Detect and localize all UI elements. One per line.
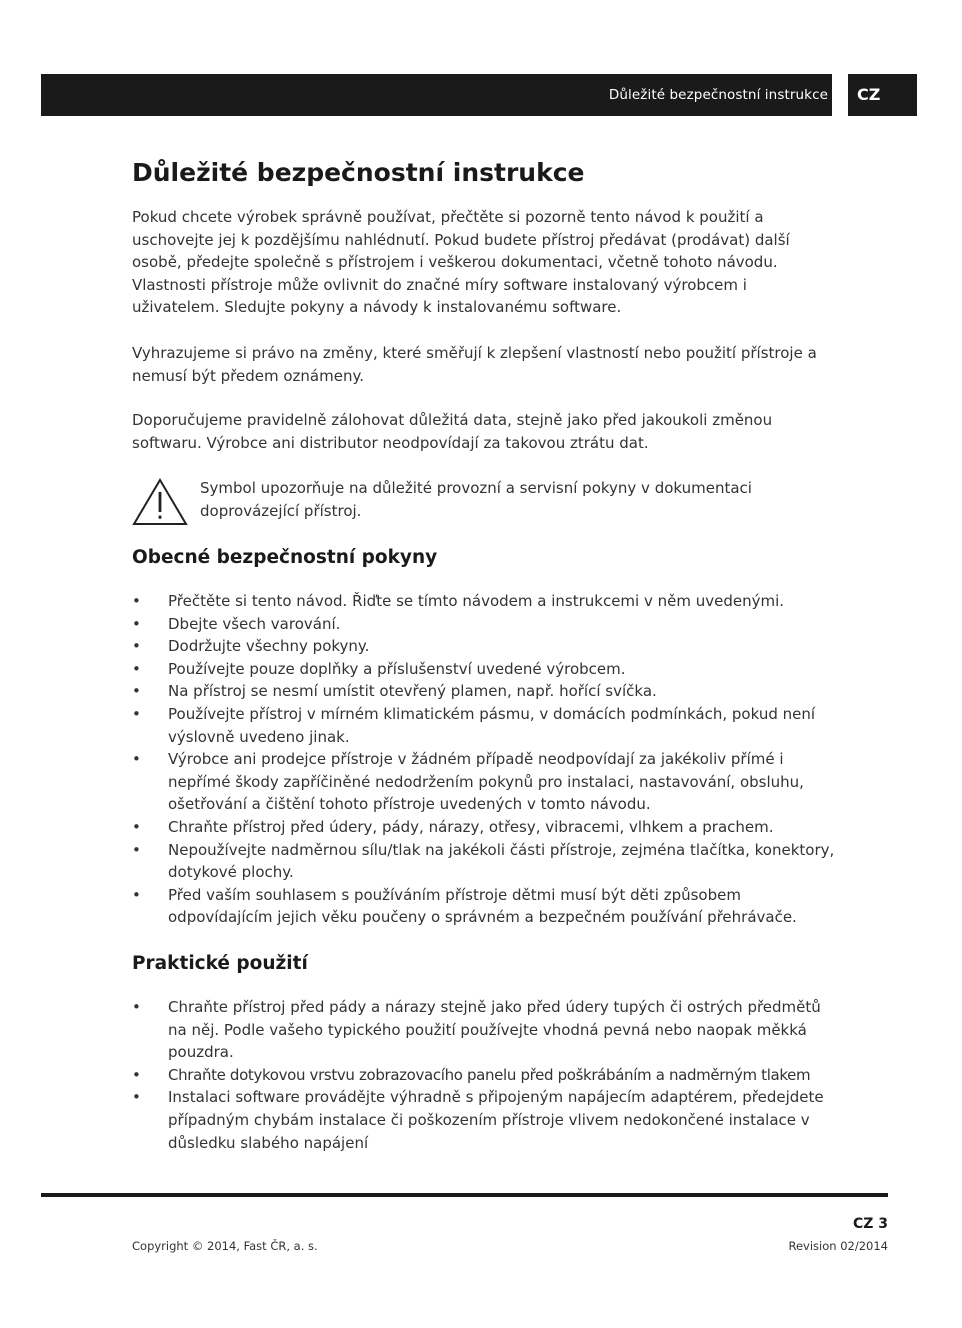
list-item <box>132 613 842 636</box>
list-item <box>132 703 842 748</box>
warning-triangle-icon <box>132 478 188 526</box>
list-item <box>132 590 842 613</box>
header-bar <box>41 74 832 116</box>
bullet-marker: • <box>132 682 141 701</box>
bullet-marker: • <box>132 592 141 610</box>
list-item <box>132 1064 842 1087</box>
bullet-marker: • <box>132 1065 141 1084</box>
list-item-text: Chraňte přístroj před pády a nárazy stejně jako před údery tupých či ostrých předmětů na něj. Podle vašeho typického použití používejte vhodná pevná nebo naopak měkká pouzdra. <box>168 998 821 1062</box>
section-title-practical-use: Praktické použití <box>132 953 308 974</box>
list-item <box>132 816 842 839</box>
revision-text: Revision 02/2014 <box>788 1239 888 1253</box>
list-item <box>132 748 842 816</box>
list-item-text: Instalaci software provádějte výhradně s připojeným napájecím adaptérem, předejdete případným chybám instalace či poškozením přístroje vlivem nedokončené instalace v důsledku slabého napájení <box>168 1088 824 1152</box>
copyright-text: Copyright © 2014, Fast ČR, a. s. <box>132 1239 318 1253</box>
list-item-text: Nepoužívejte nadměrnou sílu/tlak na jakékoli části přístroje, zejména tlačítka, konektory, dotykové plochy. <box>168 840 835 882</box>
header-title: Důležité bezpečnostní instrukce <box>608 87 828 103</box>
list-item-text: Na přístroj se nesmí umístit otevřený plamen, např. hořící svíčka. <box>168 682 657 701</box>
intro-paragraph-1: Pokud chcete výrobek správně používat, přečtěte si pozorně tento návod k použití a uschovejte jej k pozdějšímu nahlédnutí. Pokud budete přístroj předávat (prodávat) další osobě, předejte společně s přístrojem i veškerou dokumentaci, včetně tohoto návodu. Vlastnosti přístroje může ovlivnit do značné míry software instalovaný výrobcem i uživatelem. Sledujte pokyny a návody k instalovanému software. <box>132 208 790 316</box>
practical-use-list <box>132 996 842 1154</box>
page-number: CZ 3 <box>852 1216 888 1232</box>
bullet-marker: • <box>132 885 141 904</box>
bullet-marker: • <box>132 614 141 633</box>
intro-paragraph-2: Vyhrazujeme si právo na změny, které směřují k zlepšení vlastností nebo použití přístroje a nemusí být předem oznámeny. <box>132 344 817 385</box>
language-label: CZ <box>857 85 881 104</box>
list-item <box>132 839 842 884</box>
list-item <box>132 635 842 658</box>
bullet-marker: • <box>132 817 141 836</box>
footer-divider <box>41 1193 888 1197</box>
list-item <box>132 996 842 1064</box>
language-badge <box>848 74 917 116</box>
list-item-text: Chraňte dotykovou vrstvu zobrazovacího panelu před poškrábáním a nadměrným tlakem <box>168 1065 811 1084</box>
list-item-text: Chraňte přístroj před údery, pády, nárazy, otřesy, vibracemi, vlhkem a prachem. <box>168 817 774 836</box>
list-item <box>132 884 842 929</box>
bullet-marker: • <box>132 1088 141 1107</box>
bullet-marker: • <box>132 998 141 1016</box>
list-item-text: Přečtěte si tento návod. Řiďte se tímto návodem a instrukcemi v něm uvedenými. <box>168 592 785 610</box>
list-item <box>132 680 842 703</box>
bullet-marker: • <box>132 750 141 769</box>
general-safety-list <box>132 590 842 929</box>
page-title: Důležité bezpečnostní instrukce <box>132 158 585 187</box>
section-title-general-safety: Obecné bezpečnostní pokyny <box>132 547 438 568</box>
bullet-marker: • <box>132 704 141 723</box>
list-item <box>132 1086 842 1154</box>
list-item-text: Používejte pouze doplňky a příslušenství uvedené výrobcem. <box>168 659 626 678</box>
list-item-text: Před vaším souhlasem s používáním přístroje dětmi musí být děti způsobem odpovídajícím jejich věku poučeny o správném a bezpečném používání přehrávače. <box>168 885 797 927</box>
warning-text: Symbol upozorňuje na důležité provozní a servisní pokyny v dokumentaci doprovázející přístroj. <box>200 479 752 520</box>
list-item-text: Dodržujte všechny pokyny. <box>168 637 370 656</box>
list-item-text: Dbejte všech varování. <box>168 614 341 633</box>
list-item <box>132 658 842 681</box>
intro-paragraph-3: Doporučujeme pravidelně zálohovat důležitá data, stejně jako před jakoukoli změnou softwaru. Výrobce ani distributor neodpovídají za takovou ztrátu dat. <box>132 411 773 452</box>
list-item-text: Používejte přístroj v mírném klimatickém pásmu, v domácích podmínkách, pokud není výslovně uvedeno jinak. <box>168 704 816 746</box>
bullet-marker: • <box>132 840 141 859</box>
bullet-marker: • <box>132 637 141 656</box>
list-item-text: Výrobce ani prodejce přístroje v žádném případě neodpovídají za jakékoliv přímé i nepřímé škody zapříčiněné nedodržením pokynů pro instalaci, nastavování, obsluhu, ošetřování a čištění tohoto přístroje uvedených v tomto návodu. <box>168 750 804 814</box>
bullet-marker: • <box>132 659 141 678</box>
